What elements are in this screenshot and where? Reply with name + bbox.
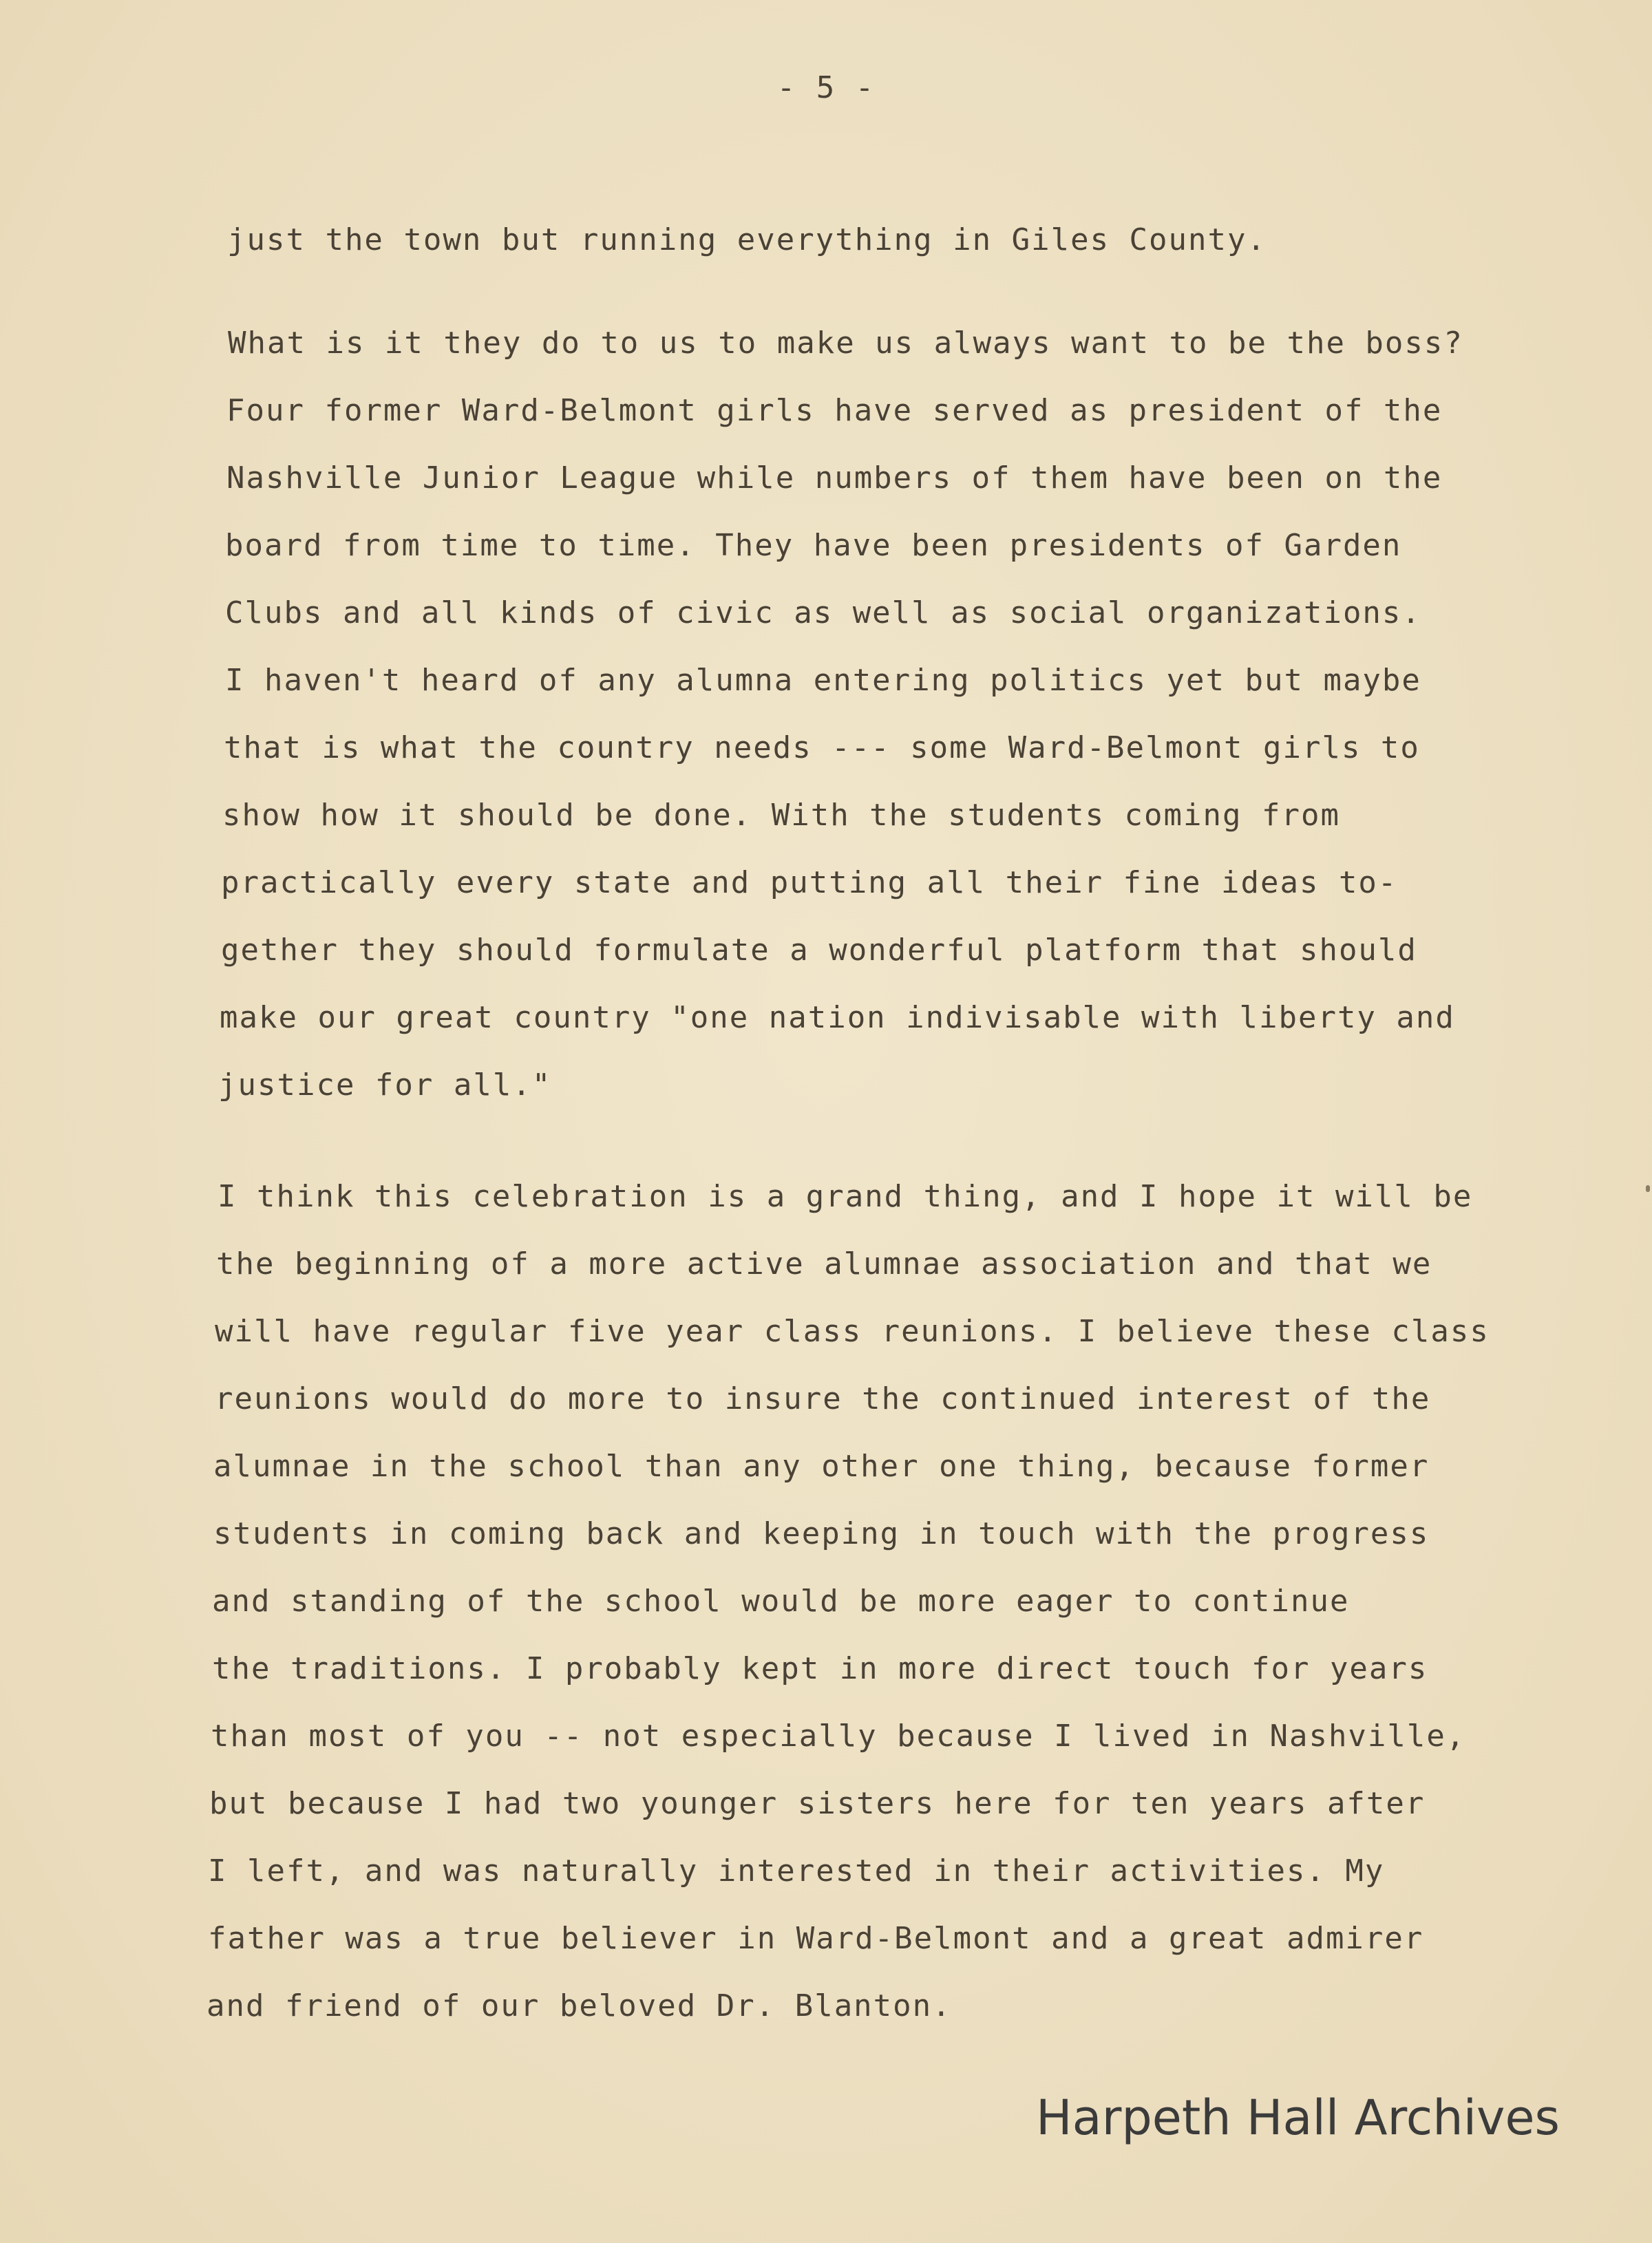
text-line: that is what the country needs --- some Ward-Belmont girls to	[224, 730, 1420, 765]
text-line: Nashville Junior League while numbers of them have been on the	[226, 460, 1443, 496]
text-line: and standing of the school would be more eager to continue	[212, 1584, 1350, 1619]
paragraph-2	[218, 310, 1463, 1119]
text-line: the traditions. I probably kept in more direct touch for years	[212, 1651, 1428, 1686]
text-line: students in coming back and keeping in touch with the progress	[213, 1516, 1430, 1551]
text-line: alumnae in the school than any other one thing, because former	[213, 1449, 1430, 1484]
text-line: than most of you -- not especially because I lived in Nashville,	[211, 1719, 1466, 1754]
paragraph-1	[227, 206, 1267, 274]
paragraph-3	[206, 1163, 1490, 2040]
paper-speck	[1646, 1185, 1650, 1192]
text-line: but because I had two younger sisters here for ten years after	[209, 1786, 1426, 1821]
archive-watermark: Harpeth Hall Archives	[1036, 2090, 1560, 2146]
text-line: gether they should formulate a wonderful platform that should	[221, 933, 1417, 968]
text-line: What is it they do to us to make us always want to be the boss?	[228, 326, 1463, 361]
text-line: justice for all."	[218, 1067, 552, 1103]
text-line: practically every state and putting all their fine ideas to-	[221, 865, 1398, 900]
page-number: - 5 -	[776, 70, 876, 105]
text-line: show how it should be done. With the students coming from	[222, 798, 1340, 833]
text-line: Clubs and all kinds of civic as well as social organizations.	[225, 595, 1421, 630]
text-line: I haven't heard of any alumna entering politics yet but maybe	[225, 663, 1421, 698]
text-line: I left, and was naturally interested in their activities. My	[208, 1853, 1385, 1889]
text-line: I think this celebration is a grand thing, and I hope it will be	[218, 1179, 1473, 1214]
text-line: reunions would do more to insure the continued interest of the	[215, 1381, 1431, 1416]
text-line: and friend of our beloved Dr. Blanton.	[206, 1988, 952, 2023]
text-line: will have regular five year class reunions. I believe these class	[215, 1314, 1490, 1349]
text-line: Four former Ward-Belmont girls have served as president of the	[226, 393, 1443, 428]
text-line: board from time to time. They have been presidents of Garden	[225, 528, 1402, 563]
text-line: make our great country "one nation indivisable with liberty and	[220, 1000, 1455, 1035]
text-line: father was a true believer in Ward-Belmont and a great admirer	[208, 1921, 1424, 1956]
text-line: the beginning of a more active alumnae association and that we	[216, 1246, 1432, 1282]
text-line: just the town but running everything in Giles County.	[227, 222, 1267, 257]
